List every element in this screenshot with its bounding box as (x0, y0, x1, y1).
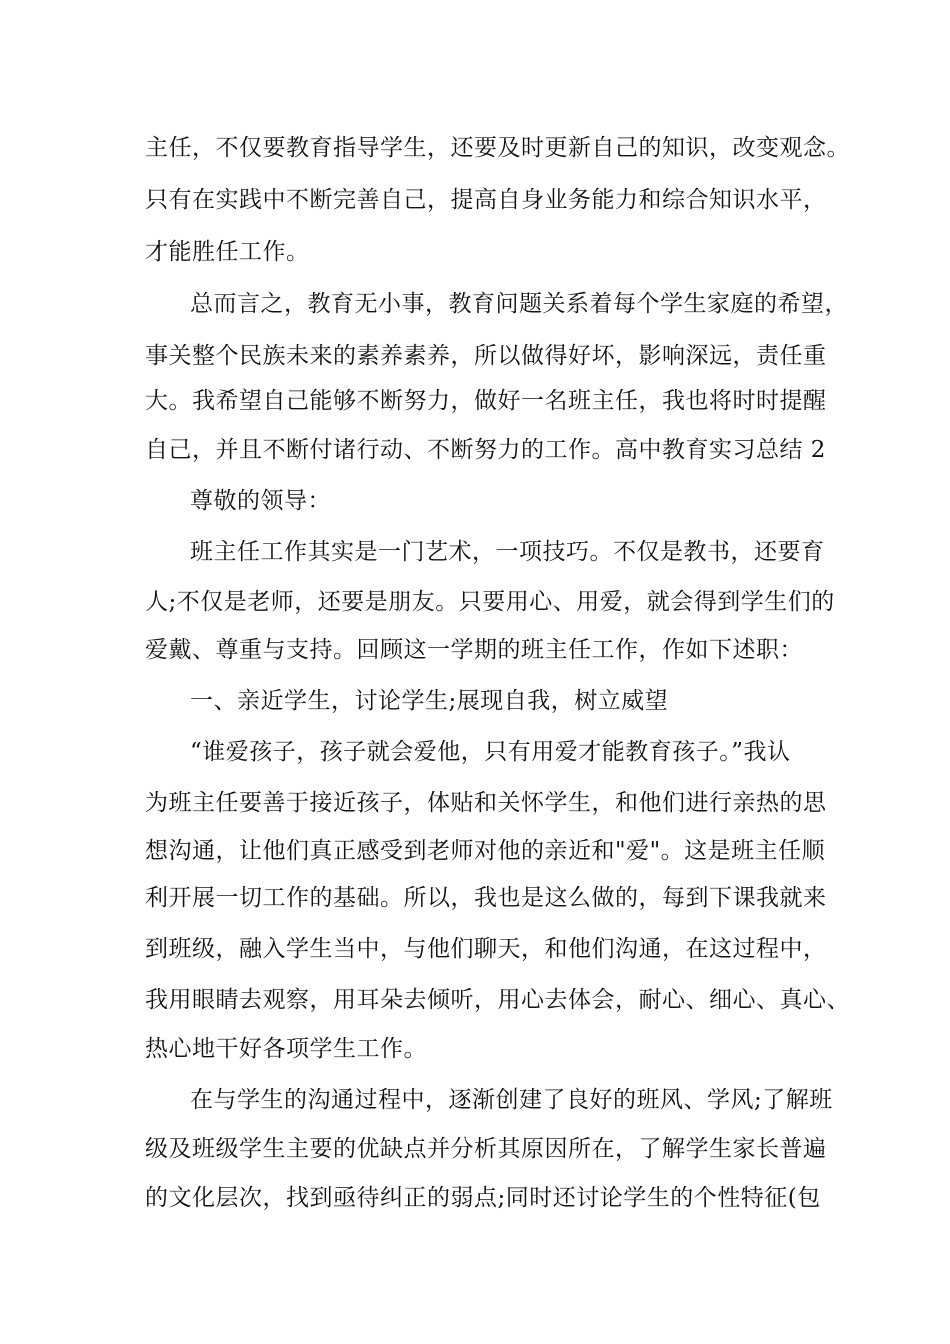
text-line: 热心地干好各项学生工作。 (145, 1036, 427, 1062)
text-line: 想沟通，让他们真正感受到老师对他的亲近和"爱"。这是班主任顺 (145, 838, 826, 864)
text-line: 自己，并且不断付诸行动、不断努力的工作。高中教育实习总结 2 (145, 437, 826, 463)
text-line: 尊敬的领导： (190, 488, 331, 514)
text-line: 班主任工作其实是一门艺术，一项技巧。不仅是教书，还要育 (190, 539, 825, 565)
text-line: 爱戴、尊重与支持。回顾这一学期的班主任工作，作如下述职： (145, 637, 803, 663)
text-line: 主任，不仅要教育指导学生，还要及时更新自己的知识，改变观念。 (145, 135, 850, 161)
text-line: 只有在实践中不断完善自己，提高自身业务能力和综合知识水平， (145, 187, 827, 213)
text-line: 利开展一切工作的基础。所以，我也是这么做的，每到下课我就来 (145, 885, 827, 911)
text-line: 级及班级学生主要的优缺点并分析其原因所在，了解学生家长普遍 (145, 1136, 827, 1162)
text-line: 在与学生的沟通过程中，逐渐创建了良好的班风、学风;了解班 (190, 1087, 833, 1113)
text-line: 人;不仅是老师，还要是朋友。只要用心、用爱，就会得到学生们的 (145, 589, 835, 615)
text-line: “谁爱孩子，孩子就会爱他，只有用爱才能教育孩子。”我认 (190, 739, 791, 765)
text-line: 事关整个民族未来的素养素养，所以做得好坏，影响深远，责任重 (145, 343, 827, 369)
text-line: 为班主任要善于接近孩子，体贴和关怀学生，和他们进行亲热的思 (145, 790, 827, 816)
text-line: 到班级，融入学生当中，与他们聊天，和他们沟通，在这过程中， (145, 936, 827, 962)
text-line: 总而言之，教育无小事，教育问题关系着每个学生家庭的希望， (190, 291, 848, 317)
text-line: 一、亲近学生，讨论学生;展现自我，树立威望 (190, 688, 669, 714)
text-line: 我用眼睛去观察，用耳朵去倾听，用心去体会，耐心、细心、真心、 (145, 987, 850, 1013)
text-line: 的文化层次，找到亟待纠正的弱点;同时还讨论学生的个性特征(包 (145, 1185, 821, 1211)
text-line: 大。我希望自己能够不断努力，做好一名班主任，我也将时时提醒 (145, 388, 827, 414)
text-line: 才能胜任工作。 (145, 239, 310, 265)
